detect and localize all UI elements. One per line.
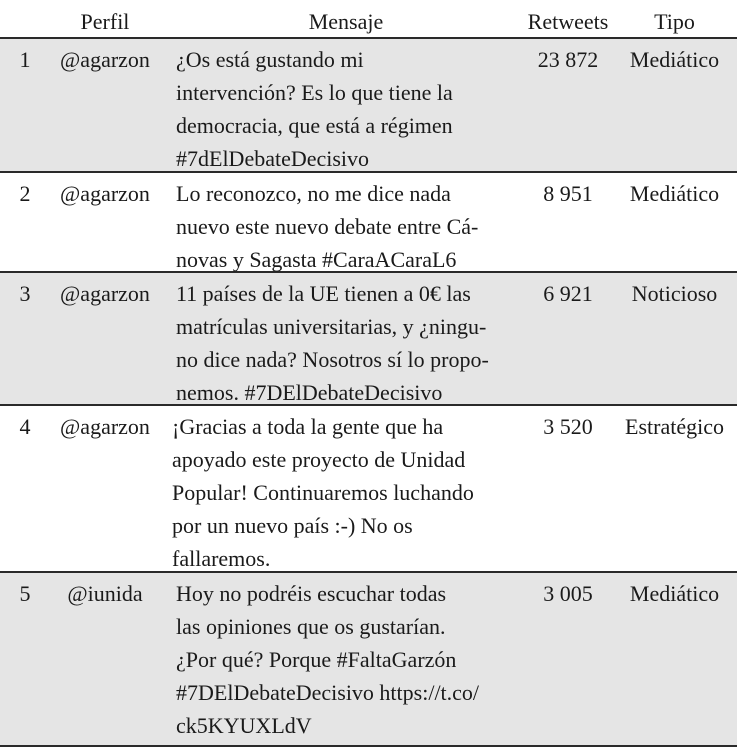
row-number: 1 [19, 47, 31, 72]
row-tipo: Mediático [629, 47, 720, 72]
mensaje-line: ¡Gracias a toda la gente que ha [172, 414, 444, 439]
mensaje-line: matrículas universitarias, y ¿ningu- [176, 314, 487, 339]
row-tipo: Mediático [629, 181, 720, 206]
table-row [0, 39, 737, 173]
row-number: 4 [19, 414, 31, 439]
mensaje-line: por un nuevo país :-) No os [172, 513, 413, 538]
mensaje-line: nuevo este nuevo debate entre Cá- [176, 214, 479, 239]
mensaje-line: apoyado este proyecto de Unidad [172, 447, 466, 472]
mensaje-line: Popular! Continuaremos luchando [172, 480, 474, 505]
row-mensaje [176, 43, 516, 175]
row-retweets: 23 872 [537, 47, 599, 72]
row-retweets: 3 520 [543, 414, 593, 439]
header-retweets: Retweets [527, 9, 609, 34]
row-mensaje [172, 410, 512, 575]
row-perfil: @agarzon [60, 47, 150, 72]
table-row [0, 173, 737, 273]
row-mensaje [176, 577, 516, 742]
mensaje-line: democracia, que está a régimen [176, 113, 453, 138]
mensaje-line: novas y Sagasta #CaraACaraL6 [176, 247, 457, 272]
row-tipo: Noticioso [631, 281, 718, 306]
mensaje-line: Hoy no podréis escuchar todas [176, 581, 447, 606]
row-tipo: Mediático [629, 581, 720, 606]
row-perfil: @iunida [67, 581, 143, 606]
header-perfil: Perfil [80, 9, 130, 34]
row-perfil: @agarzon [60, 414, 150, 439]
mensaje-line: fallaremos. [172, 546, 271, 571]
mensaje-line: las opiniones que os gustarían. [176, 614, 446, 639]
row-retweets: 8 951 [543, 181, 593, 206]
header-tipo: Tipo [654, 9, 695, 34]
mensaje-line: no dice nada? Nosotros sí lo propo- [176, 347, 489, 372]
row-number: 2 [19, 181, 31, 206]
mensaje-line: ck5KYUXLdV [176, 713, 312, 738]
header-mensaje: Mensaje [308, 9, 384, 34]
row-tipo: Estratégico [625, 414, 724, 439]
row-perfil: @agarzon [60, 281, 150, 306]
row-retweets: 3 005 [543, 581, 593, 606]
table-header [0, 0, 737, 39]
row-retweets: 6 921 [543, 281, 593, 306]
table-row [0, 573, 737, 747]
row-number: 5 [19, 581, 31, 606]
row-mensaje [176, 177, 516, 276]
mensaje-line: #7DElDebateDecisivo https://t.co/ [176, 680, 480, 705]
mensaje-line: ¿Os está gustando mi [176, 47, 364, 72]
mensaje-line: Lo reconozco, no me dice nada [176, 181, 451, 206]
mensaje-line: nemos. #7DElDebateDecisivo [176, 380, 443, 405]
table-row [0, 273, 737, 406]
table-row [0, 406, 737, 573]
mensaje-line: ¿Por qué? Porque #FaltaGarzón [176, 647, 457, 672]
row-perfil: @agarzon [60, 181, 150, 206]
row-mensaje [176, 277, 516, 409]
mensaje-line: 11 países de la UE tienen a 0€ las [176, 281, 471, 306]
mensaje-line: intervención? Es lo que tiene la [176, 80, 453, 105]
mensaje-line: #7dElDebateDecisivo [176, 146, 370, 171]
row-number: 3 [19, 281, 31, 306]
